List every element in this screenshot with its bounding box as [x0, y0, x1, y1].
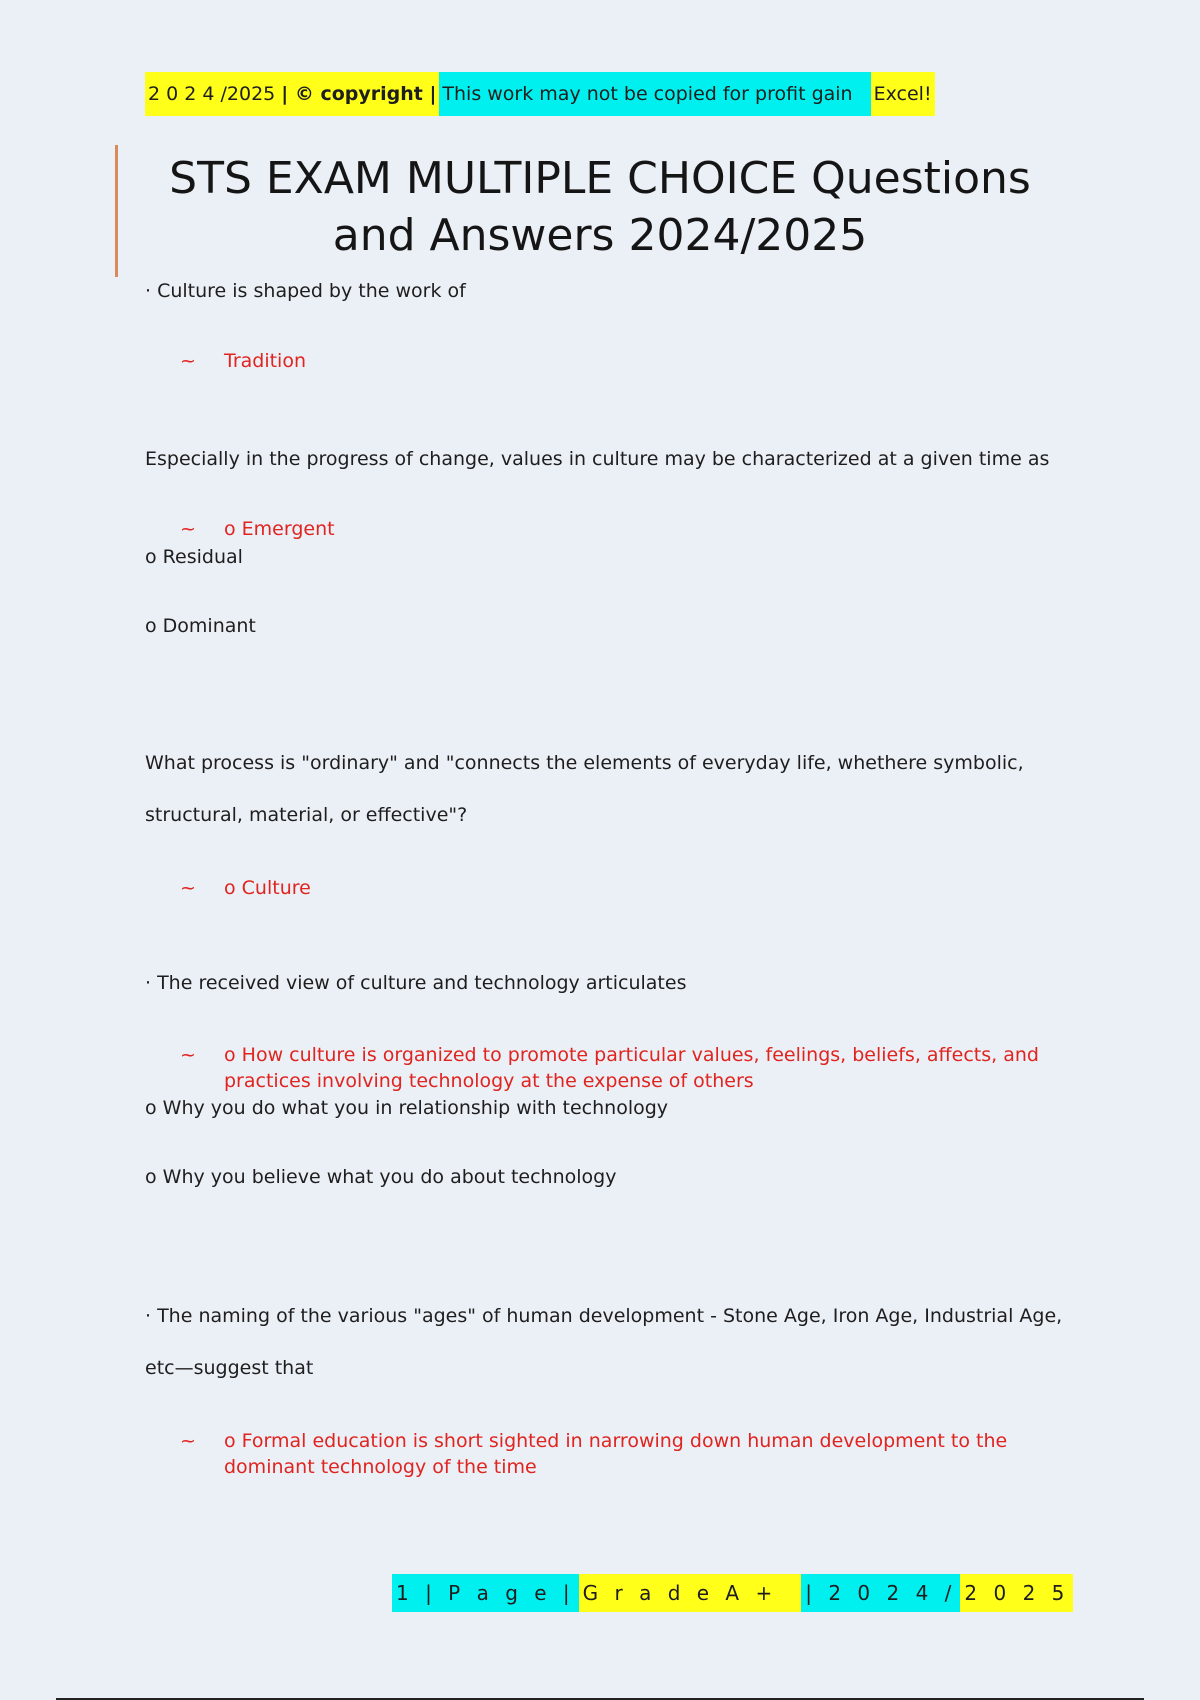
answer-1-text: Tradition [224, 350, 307, 372]
footer-year-start: | 2 0 2 4 / [801, 1574, 960, 1612]
option-4-2: o Why you believe what you do about technology [145, 1166, 617, 1188]
header-copyright: | © copyright | [278, 72, 439, 116]
answer-2-text: o Emergent [224, 518, 335, 540]
option-2-2: o Dominant [145, 615, 256, 637]
option-2-1: o Residual [145, 546, 243, 568]
question-3: What process is "ordinary" and "connects the elements of everyday life, whethere symbolic, structural, material, or effective"? [145, 752, 1024, 826]
answer-5-text: o Formal education is short sighted in narrowing down human development to the dominant technology of the time [224, 1430, 1008, 1478]
question-4: · The received view of culture and technology articulates [145, 972, 687, 994]
option-4-1: o Why you do what you in relationship with technology [145, 1097, 669, 1119]
answer-4 [180, 1042, 1060, 1094]
question-2: Especially in the progress of change, values in culture may be characterized at a given time as [145, 448, 1050, 470]
answer-4-text: o How culture is organized to promote particular values, feelings, beliefs, affects, and practices involving technology at the expense of others [224, 1044, 1039, 1092]
answer-marker: ~ [180, 1044, 196, 1066]
answer-marker: ~ [180, 350, 196, 372]
page-footer [392, 1574, 1073, 1612]
header-notice: This work may not be copied for profit gain [439, 72, 870, 116]
copyright-header [145, 72, 935, 116]
answer-marker: ~ [180, 1430, 196, 1452]
answer-5 [180, 1428, 1060, 1480]
answer-marker: ~ [180, 518, 196, 540]
header-brand: Excel! [871, 72, 935, 116]
answer-3 [180, 875, 1060, 901]
answer-1 [180, 348, 1060, 374]
footer-grade: G r a d e A + [579, 1574, 802, 1612]
question-1: · Culture is shaped by the work of [145, 280, 466, 302]
question-5: · The naming of the various "ages" of human development - Stone Age, Iron Age, Industrial Age, etc—suggest that [145, 1305, 1063, 1379]
answer-3-text: o Culture [224, 877, 311, 899]
footer-page-number: 1 | P a g e | [392, 1574, 579, 1612]
footer-year-end: 2 0 2 5 [960, 1574, 1073, 1612]
page-title: STS EXAM MULTIPLE CHOICE Questions and Answers 2024/2025 [169, 153, 1031, 261]
answer-2 [180, 516, 1060, 542]
answer-marker: ~ [180, 877, 196, 899]
title-accent-rule [115, 145, 118, 277]
header-year: 2 0 2 4 /2025 [145, 72, 278, 116]
